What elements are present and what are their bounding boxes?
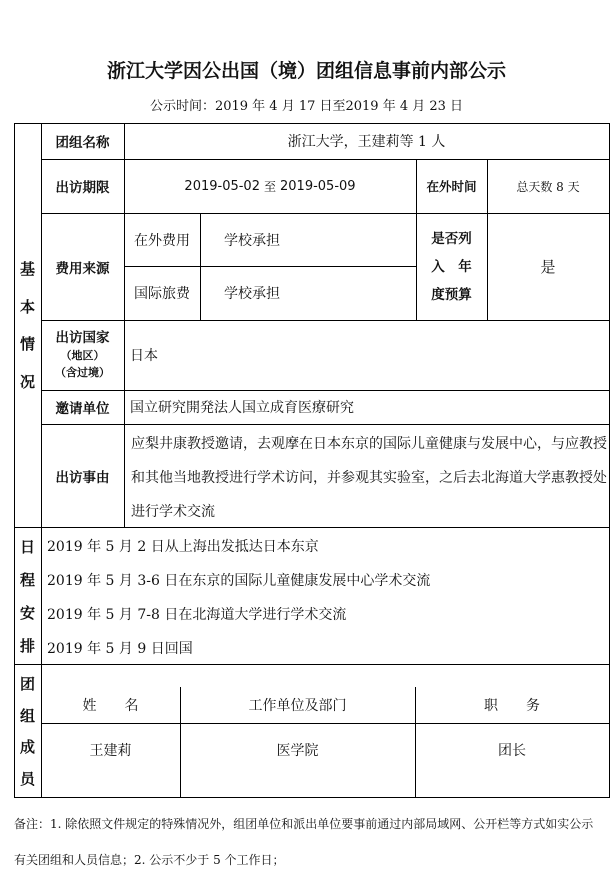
member-position: 团长: [498, 743, 526, 759]
inviter-label: 邀请单位: [55, 401, 110, 417]
visit-period-label: 出访期限: [55, 180, 110, 196]
group-name-value: 浙江大学，王建莉等 1 人: [287, 134, 446, 150]
schedule-label: 日 程 安 排: [19, 538, 35, 655]
purpose-label: 出访事由: [55, 469, 110, 486]
publicity-period: 公示时间：2019 年 4 月 17 日至2019 年 4 月 23 日: [149, 99, 464, 114]
funding-value-travel: 学校承担: [224, 286, 280, 302]
schedule-item: 2019 年 5 月 3-6 日在东京的国际儿童健康发展中心学术交流: [47, 573, 431, 589]
total-days-value: 总天数 8 天: [516, 179, 580, 194]
visit-period-value: [124, 159, 416, 213]
page-title: 浙江大学因公出国（境）团组信息事前内部公示: [106, 60, 506, 82]
country-value: 日本: [130, 348, 158, 364]
country-label: 出访国家 （地区） （含过境）: [55, 329, 110, 379]
abroad-time-label: 在外时间: [426, 179, 477, 194]
footnote-prefix: 备注：: [14, 817, 51, 831]
funding-value-abroad: 学校承担: [224, 232, 280, 249]
schedule-item: 2019 年 5 月 7-8 日在北海道大学进行学术交流: [47, 607, 347, 623]
schedule-item: 2019 年 5 月 9 日回国: [47, 641, 193, 657]
budget-value: 是: [540, 258, 556, 276]
member-header-name: 姓 名: [82, 698, 139, 714]
footnote: [14, 806, 604, 878]
visit-start-date: 2019-05-02: [184, 178, 260, 194]
footnote-body: 1. 除依照文件规定的特殊情况外，组团单位和派出单位要事前通过内部局域网、公开栏等方式如实公示有关团组和人员信息；2. 公示不少于 5 个工作日；: [14, 817, 594, 867]
inviter-value: 国立研究開発法人国立成育医療研究: [130, 400, 354, 416]
budget-label: 是否列 入 年 度预算: [431, 230, 472, 303]
funding-type-travel: 国际旅费: [134, 286, 190, 302]
member-header-position: 职 务: [484, 698, 540, 714]
member-header-unit: 工作单位及部门: [248, 698, 347, 714]
members-label: 团 组 成 员: [19, 675, 35, 788]
group-name-label: 团组名称: [55, 135, 110, 151]
basic-section-label: 基 本 情 况: [19, 260, 35, 391]
schedule-item: 2019 年 5 月 2 日从上海出发抵达日本东京: [47, 539, 319, 555]
purpose-text: 应梨井康教授邀请，去观摩在日本东京的国际儿童健康与发展中心，与应教授和其他当地教授进行学术访问，并参观其实验室，之后去北海道大学惠教授处进行学术交流: [131, 436, 607, 520]
funding-type-abroad: 在外费用: [134, 232, 190, 249]
visit-connector: 至: [263, 179, 276, 194]
member-unit: 医学院: [276, 743, 319, 759]
funding-label: 费用来源: [55, 260, 110, 277]
visit-end-date: 2019-05-09: [280, 178, 356, 194]
member-name: 王建莉: [89, 743, 132, 759]
